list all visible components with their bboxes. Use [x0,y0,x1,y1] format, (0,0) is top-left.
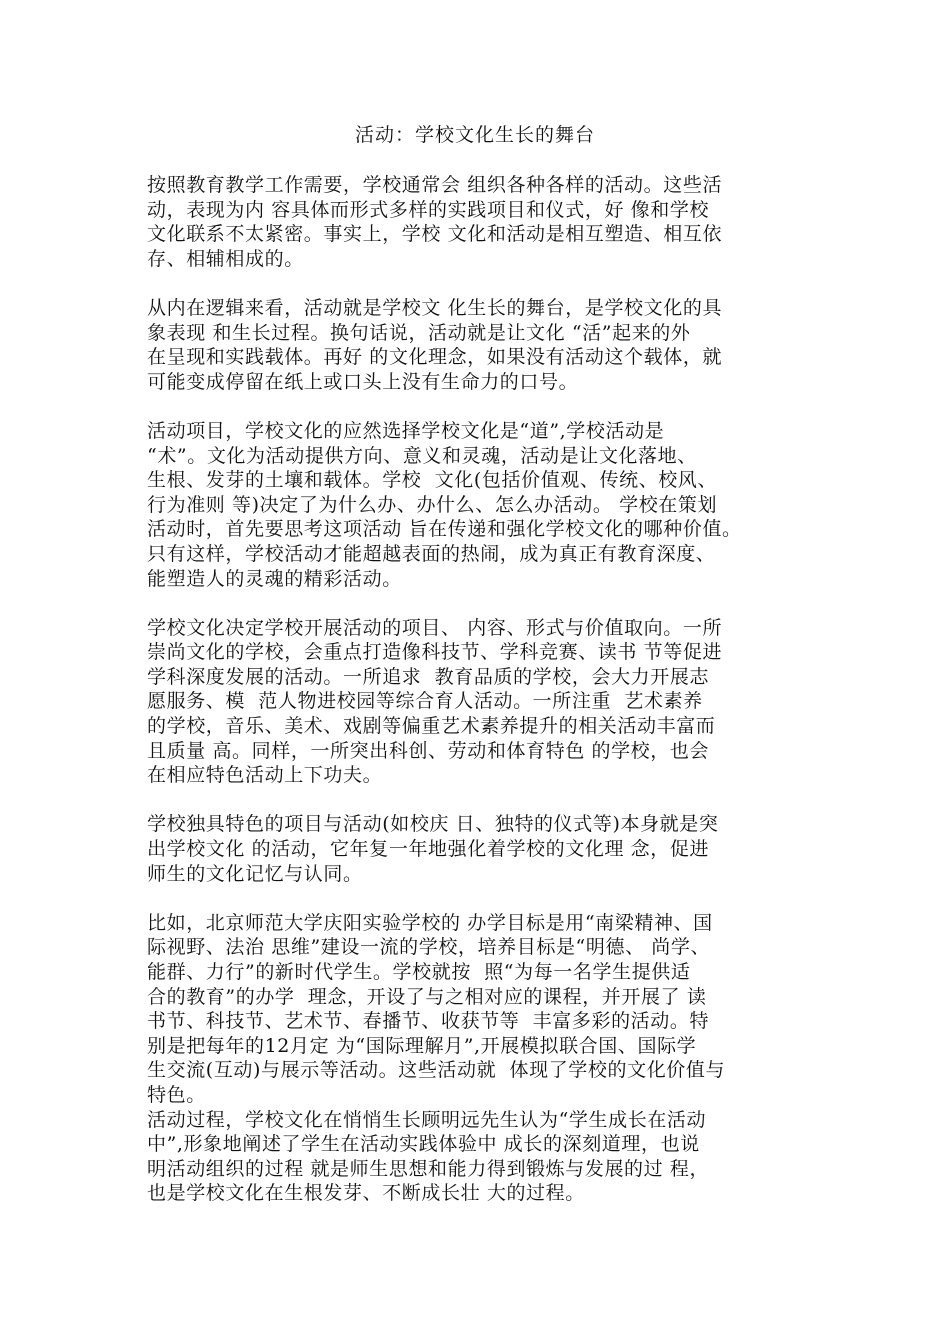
text-line: 活动项目，学校文化的应然选择学校文化是“道”,学校活动是 [147,419,665,442]
text-line: 且质量 高。同样，一所突出科创、劳动和体育特色 的学校，也会 [147,739,710,762]
document-body [147,173,827,1206]
text-line: 出学校文化 的活动，它年复一年地强化着学校的文化理 念，促进 [147,838,710,861]
text-line: 明活动组织的过程 就是师生思想和能力得到锻炼与发展的过 程， [147,1157,710,1180]
text-line: 比如，北京师范大学庆阳实验学校的 办学目标是用“南梁精神、国 [147,911,713,934]
text-line: 中”,形象地阐述了学生在活动实践体验中 成长的深刻道理，也说 [147,1133,700,1156]
text-line: 存、相辅相成的。 [147,247,304,270]
text-line: 合的教育”的办学 理念，开设了与之相对应的课程，并开展了 读 [147,985,707,1008]
text-line: 在相应特色活动上下功夫。 [147,764,383,787]
text-line: 活动时，首先要思考这项活动 旨在传递和强化学校文化的哪种价值。 [147,518,742,541]
text-line: 按照教育教学工作需要，学校通常会 组织各种各样的活动。这些活 [147,174,723,196]
text-line: 学校独具特色的项目与活动(如校庆 日、独特的仪式等)本身就是突 [147,813,719,836]
text-line: 的学校，音乐、美术、戏剧等偏重艺术素养提升的相关活动丰富而 [147,715,716,738]
text-line: 只有这样，学校活动才能超越表面的热闹，成为真正有教育深度、 [147,542,716,565]
text-line: 学科深度发展的活动。一所追求 教育品质的学校，会大力开展志 [147,665,710,688]
paragraph [147,616,827,788]
text-line: 愿服务、模 范人物进校园等综合育人活动。一所注重 艺术素养 [147,690,703,713]
text-line: 也是学校文化在生根发芽、不断成长壮 大的过程。 [147,1182,585,1205]
paragraph-gap [147,886,827,911]
paragraph [147,1108,827,1206]
paragraph-gap [147,271,827,296]
text-line: 能群、力行”的新时代学生。学校就按 照“为每一名学生提供适 [147,961,691,983]
text-line: 从内在逻辑来看，活动就是学校文 化生长的舞台，是学校文化的具 [147,296,723,319]
paragraph [147,173,827,271]
text-line: 际视野、法治 思维”建设一流的学校，培养目标是“明德、 尚学、 [147,936,711,959]
paragraph-gap [147,591,827,616]
paragraph [147,911,827,1108]
text-line: 书节、科技节、艺术节、春播节、收获节等 丰富多彩的活动。特 [147,1010,710,1033]
text-line: 在呈现和实践载体。再好 的文化理念，如果没有活动这个载体，就 [147,346,723,369]
text-line: 动，表现为内 容具体而形式多样的实践项目和仪式，好 像和学校 [147,198,710,221]
paragraph-gap [147,394,827,419]
text-line: 能塑造人的灵魂的精彩活动。 [147,567,402,590]
text-line: 象表现 和生长过程。换句话说，活动就是让文化 “活”起来的外 [147,321,691,344]
paragraph [147,419,827,591]
text-line: 生根、发芽的土壤和载体。学校 文化(包括价值观、传统、校风、 [147,469,718,492]
document-title: 活动：学校文化生长的舞台 [354,124,595,146]
paragraph-gap [147,788,827,813]
text-line: 师生的文化记忆与认同。 [147,862,363,885]
text-line: “术”。文化为活动提供方向、意义和灵魂，活动是让文化落地、 [147,444,697,467]
text-line: 生交流(互动)与展示等活动。这些活动就 体现了学校的文化价值与 [147,1059,726,1082]
paragraph [147,296,827,394]
text-line: 行为准则 等)决定了为什么办、办什么、怎么办活动。 学校在策划 [147,493,718,516]
paragraph [147,812,827,886]
text-line: 崇尚文化的学校，会重点打造像科技节、学科竞赛、读书 节等促进 [147,641,723,664]
text-line: 活动过程，学校文化在悄悄生长顾明远先生认为“学生成长在活动 [147,1108,707,1131]
text-line: 学校文化决定学校开展活动的项目、 内容、形式与价值取向。一所 [147,616,723,639]
text-line: 文化联系不太紧密。事实上，学校 文化和活动是相互塑造、相互依 [147,223,723,246]
text-line: 特色。 [147,1083,206,1106]
text-line: 可能变成停留在纸上或口头上没有生命力的口号。 [147,370,579,393]
text-line: 别是把每年的12月定 为“国际理解月”,开展模拟联合国、国际学 [147,1034,697,1057]
